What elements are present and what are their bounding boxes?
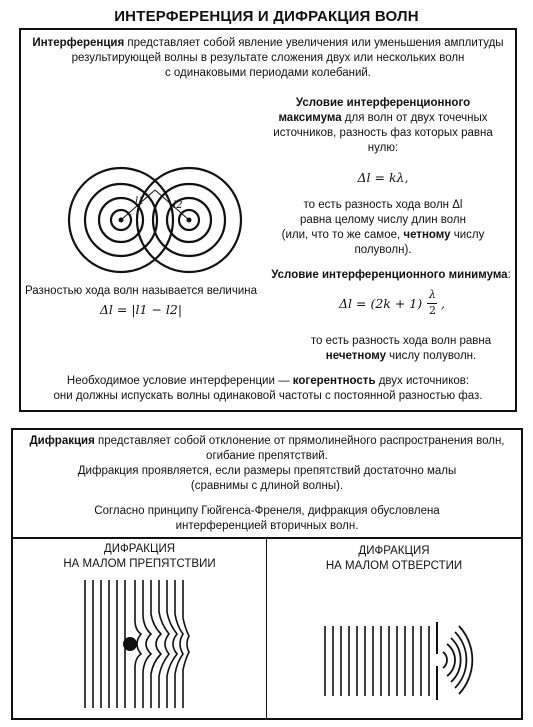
interference-definition-line2: результирующей волны в результате сложения двух или нескольких волн [71,52,465,64]
interference-definition [21,36,515,81]
max-expl-2: равна целому числу длин волн [300,214,466,226]
max-explanation [265,198,501,258]
aperture-diffraction-diagram [267,568,521,718]
panel-right-caption-1: ДИФРАКЦИЯ [358,545,430,557]
panel-divider-horizontal [13,537,521,539]
min-heading: Условие интерференционного минимума [271,269,508,281]
min-formula-left: Δl = (2k + 1) [339,296,423,311]
max-text-3: нулю: [367,142,399,154]
max-expl-3a: (или, что то же самое, [281,229,404,241]
huygens-line-2: интерференцией вторичных волн. [175,520,359,532]
huygens-fresnel [13,504,521,534]
max-heading: Условие интерференционного [295,97,471,109]
max-expl-1: то есть разность хода волн Δl [303,199,463,211]
min-formula-end: , [441,296,445,311]
min-formula-numerator: λ [429,288,436,301]
min-formula [339,288,489,322]
panel-right-caption-2: НА МАЛОМ ОТВЕРСТИИ [325,560,463,572]
max-heading-term: максимума [278,112,342,124]
coherence-1c: двух источников: [375,375,470,387]
diffraction-condition-1: Дифракция проявляется, если размеры препятствий достаточно малы [77,465,457,477]
aperture-incident-wavefronts [325,626,429,696]
coherence-2: они должны испускать волны одинаковой частоты с постоянной разностью фаз. [53,390,483,402]
max-text-2: источников, разность фаз которых равна [273,127,493,139]
diffraction-term: Дифракция [29,435,95,447]
huygens-line-1: Согласно принципу Гюйгенса-Френеля, дифракция обусловлена [94,505,440,517]
max-expl-4: полуволн). [354,244,412,256]
diffraction-definition [13,434,521,494]
diffraction-definition-text: представляет собой отклонение от прямолинейного распространения волн, [94,435,505,447]
page-title: ИНТЕРФЕРЕНЦИЯ И ДИФРАКЦИЯ ВОЛН [114,8,419,25]
source1-dot [119,218,124,223]
min-expl-odd: нечетному [325,350,386,362]
max-expl-even: четному [403,229,451,241]
coherence-term: когерентность [292,375,376,387]
coherence-1a: Необходимое условие интерференции — [66,375,293,387]
interference-circles-diagram [39,150,269,280]
min-expl-1: то есть разность хода волн равна [310,335,492,347]
diffraction-definition-line2: огибание препятствий. [206,450,328,462]
label-l2: l2 [173,200,183,211]
min-explanation [283,334,519,364]
diffraction-condition-2: (сравнимы с длиной волны). [190,480,344,492]
min-formula-denominator: 2 [429,304,436,317]
interference-definition-text: представляет собой явление увеличения или уменьшения амплитуды [124,37,504,49]
min-condition [265,268,517,283]
max-condition [265,96,501,156]
max-formula: Δl = kλ, [357,170,409,185]
max-expl-3c: числу [450,229,485,241]
source2-dot [187,218,192,223]
obstacle-diffraction-diagram [13,568,266,718]
min-heading-colon: : [507,269,511,281]
interference-definition-line3: с одинаковыми периодами колебаний. [164,67,372,79]
max-text-1: для волн от двух точечных [341,112,488,124]
path-difference-text: Разностью хода волн называется величина [25,285,257,297]
aperture-diffracted-waves [443,626,472,694]
min-expl-2b: числу полуволн. [385,350,477,362]
coherence-condition [21,374,515,404]
diffraction-section [11,428,523,720]
interference-term: Интерференция [32,37,125,49]
path-difference-formula: Δl = |l1 − l2| [99,302,183,317]
label-l1: l1 [135,196,145,207]
panel-left-caption-1: ДИФРАКЦИЯ [103,543,176,555]
panel-left-caption-2: НА МАЛОМ ПРЕПЯТСТВИИ [63,558,216,570]
interference-section [19,28,517,412]
obstacle-dot [123,637,137,651]
